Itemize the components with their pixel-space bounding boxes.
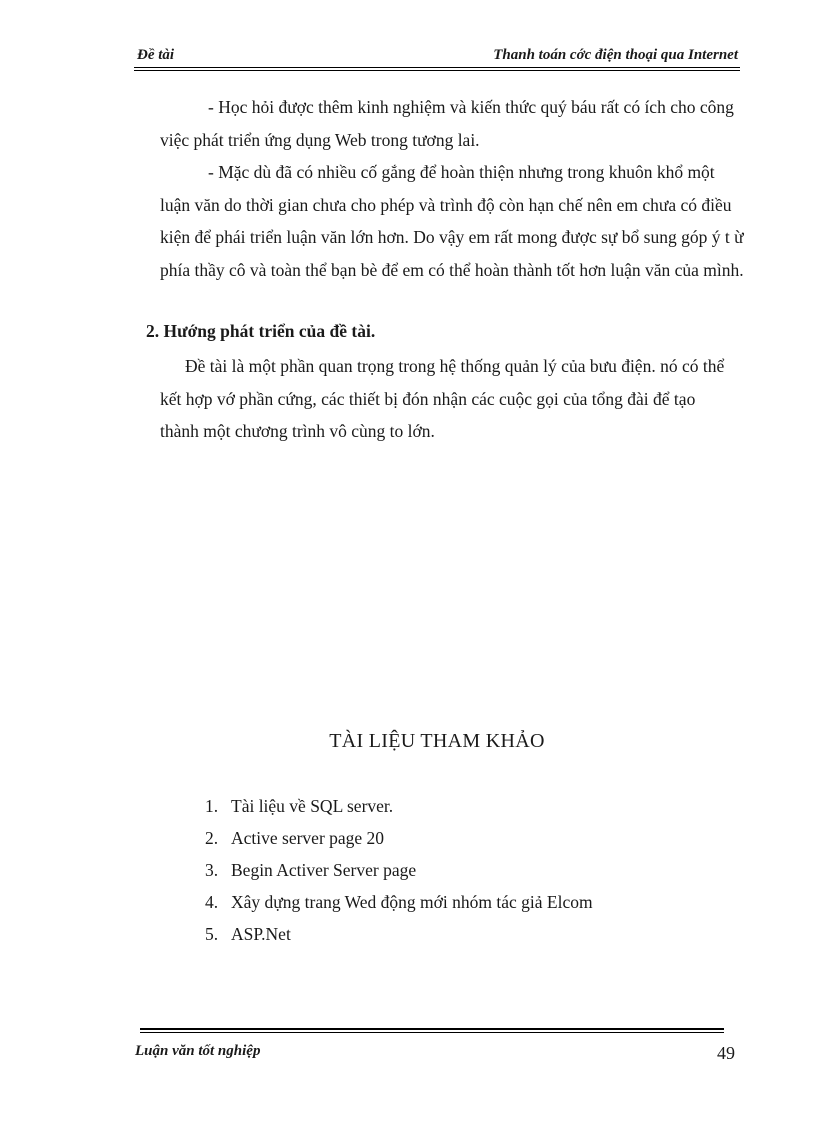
reference-item	[205, 822, 593, 854]
footer-rule-thin	[140, 1032, 724, 1033]
footer-rule	[140, 1028, 724, 1030]
reference-text: Active server page 20	[231, 828, 385, 848]
header-right: Thanh toán cớc điện thoại qua Internet	[493, 47, 738, 63]
reference-number: 3.	[205, 860, 219, 880]
page-number: 49	[717, 1043, 735, 1063]
header-rule	[134, 67, 740, 68]
reference-number: 1.	[205, 796, 219, 816]
reference-number: 2.	[205, 828, 219, 848]
section-text	[160, 350, 730, 448]
header-rule-thin	[134, 70, 740, 71]
intro-paragraph-1: - Học hỏi được thêm kinh nghiệm và kiến thức quý báu rất có ích cho công việc phát triển ứng dụng Web trong tương lai.	[160, 97, 734, 150]
reference-number: 4.	[205, 892, 219, 912]
intro-text	[160, 91, 745, 286]
reference-item	[205, 790, 593, 822]
header-left: Đề tài	[137, 47, 175, 63]
reference-text: Tài liệu về SQL server.	[231, 796, 394, 816]
intro-paragraph-2: - Mặc dù đã có nhiều cố gắng để hoàn thiện nhưng trong khuôn khổ một luận văn do thời gian chưa cho phép và trình độ còn hạn chế nên em chưa có điều kiện để phái triển luận văn lớn hơn. Do vậy em rất mong được sự bổ sung góp ý t ừ phía thầy cô và toàn thể bạn bè để em có thể hoàn thành tốt hơn luận văn của mình.	[160, 162, 744, 280]
reference-text: ASP.Net	[231, 924, 291, 944]
reference-number: 5.	[205, 924, 219, 944]
footer-left: Luận văn tốt nghiệp	[135, 1043, 261, 1059]
references-title: TÀI LIỆU THAM KHẢO	[329, 730, 545, 752]
reference-item	[205, 918, 593, 950]
reference-text: Begin Activer Server page	[231, 860, 417, 880]
section-paragraph: Đề tài là một phần quan trọng trong hệ thống quản lý của bưu điện. nó có thể kết hợp vớ phần cứng, các thiết bị đón nhận các cuộc gọi của tổng đài để tạo thành một chương trình vô cùng to lớn.	[160, 356, 725, 441]
reference-item	[205, 886, 593, 918]
references-list	[205, 790, 593, 950]
reference-item	[205, 854, 593, 886]
section-heading: 2. Hướng phát triển của đề tài.	[146, 321, 376, 341]
reference-text: Xây dựng trang Wed động mới nhóm tác giả Elcom	[231, 892, 593, 912]
